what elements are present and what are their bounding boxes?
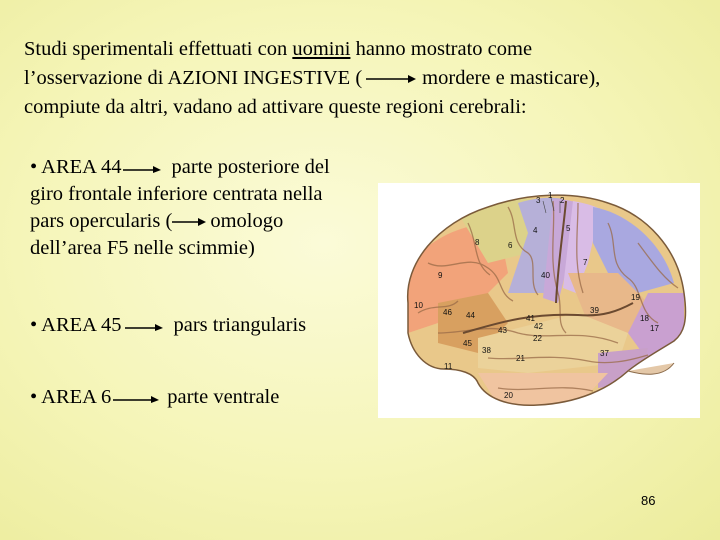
area-44-desc-e: dell’area F5 nelle scimmie)	[30, 237, 255, 259]
area-44-desc-a: parte posteriore del	[171, 156, 330, 178]
area-45-desc: pars triangularis	[173, 314, 307, 336]
intro-text-2a: l’osservazione di AZIONI INGESTIVE (	[24, 67, 363, 89]
svg-text:42: 42	[534, 322, 543, 331]
svg-text:39: 39	[590, 306, 599, 315]
area-6-label: • AREA 6	[30, 386, 112, 408]
brain-regions	[378, 183, 700, 418]
area-44-desc-d: omologo	[210, 210, 284, 232]
svg-text:37: 37	[600, 349, 609, 358]
svg-text:19: 19	[631, 293, 640, 302]
intro-text-2b: mordere e masticare),	[422, 67, 601, 89]
intro-text-1-rest: hanno mostrato come	[350, 38, 533, 60]
svg-text:3: 3	[536, 196, 541, 205]
arrow-icon	[123, 163, 163, 173]
svg-text:20: 20	[504, 391, 513, 400]
area-6-item	[30, 384, 279, 411]
svg-text:9: 9	[438, 271, 443, 280]
svg-text:8: 8	[475, 238, 480, 247]
svg-text:2: 2	[560, 196, 565, 205]
brodmann-brain-image	[378, 183, 700, 418]
area-44-label: • AREA 44	[30, 156, 122, 178]
svg-text:5: 5	[566, 224, 571, 233]
arrow-icon	[172, 217, 206, 227]
svg-text:43: 43	[498, 326, 507, 335]
area-44-item	[30, 154, 380, 262]
svg-text:6: 6	[508, 241, 513, 250]
area-6-desc: parte ventrale	[167, 386, 280, 408]
svg-text:11: 11	[444, 362, 453, 371]
svg-text:38: 38	[482, 346, 491, 355]
svg-text:4: 4	[533, 226, 538, 235]
svg-text:22: 22	[533, 334, 542, 343]
arrow-icon	[125, 321, 165, 331]
underlined-word: uomini	[292, 38, 351, 60]
svg-text:17: 17	[650, 324, 659, 333]
svg-text:46: 46	[443, 308, 452, 317]
arrow-icon	[113, 393, 161, 403]
svg-text:40: 40	[541, 271, 550, 280]
area-44-desc-b: giro frontale inferiore centrata nella	[30, 183, 323, 205]
svg-text:10: 10	[414, 301, 423, 310]
area-45-label: • AREA 45	[30, 314, 122, 336]
svg-text:18: 18	[640, 314, 649, 323]
svg-text:7: 7	[583, 258, 588, 267]
intro-paragraph	[24, 35, 694, 122]
arrow-icon	[366, 74, 416, 84]
area-44-desc-c: pars opercularis (	[30, 210, 173, 232]
page-number: 86	[641, 493, 656, 508]
intro-text-1: Studi sperimentali effettuati con	[24, 38, 293, 60]
svg-text:45: 45	[463, 339, 472, 348]
svg-text:21: 21	[516, 354, 525, 363]
svg-text:1: 1	[548, 191, 553, 200]
intro-text-3: compiute da altri, vadano ad attivare queste regioni cerebrali:	[24, 96, 527, 118]
svg-text:41: 41	[526, 314, 535, 323]
svg-text:44: 44	[466, 311, 475, 320]
area-45-item	[30, 312, 306, 339]
